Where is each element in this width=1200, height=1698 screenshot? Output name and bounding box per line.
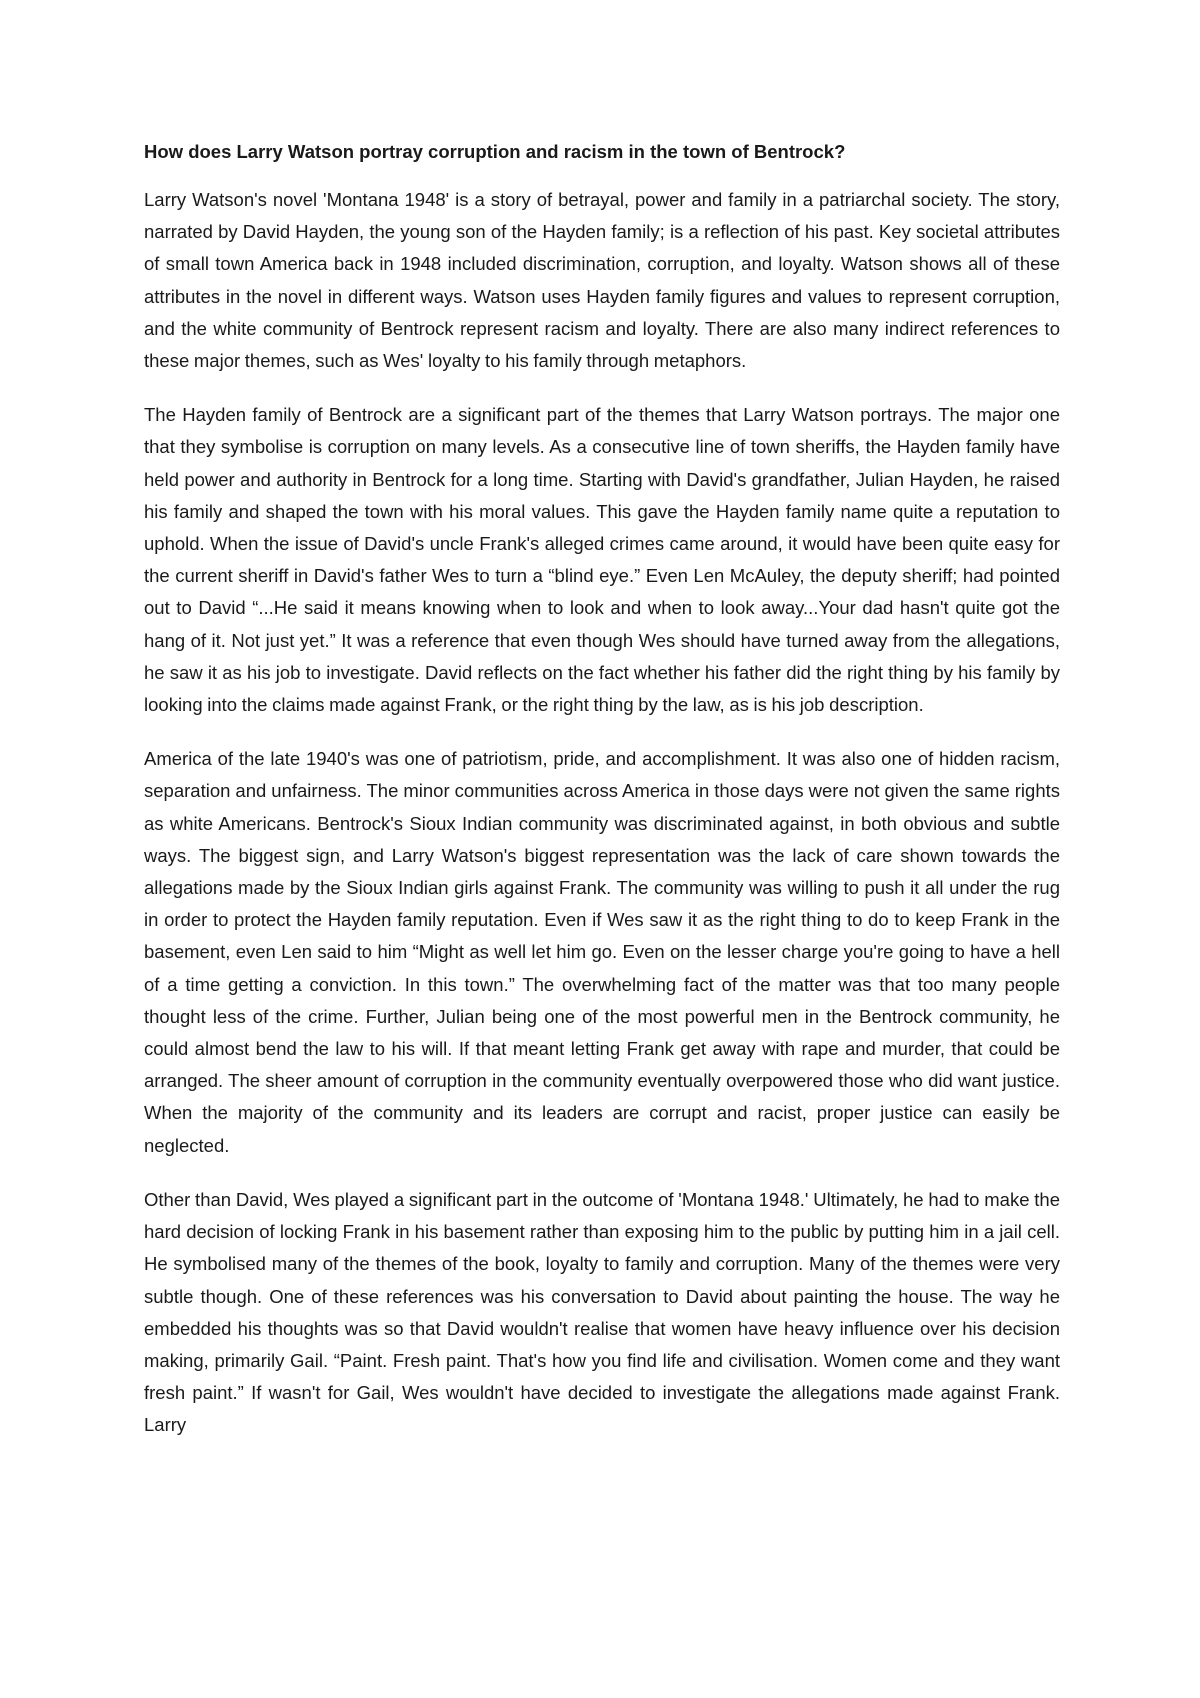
document-title: How does Larry Watson portray corruption and racism in the town of Bentrock? [144,141,846,162]
paragraph-wes: Other than David, Wes played a significant part in the outcome of 'Montana 1948.' Ultimately, he had to make the hard decision of locking Frank in his basement rather than exposing him to the public by putting him in a jail cell. He symbolised many of the themes of the book, loyalty to family and corruption. Many of the themes were very subtle though. One of these references was his conversation to David about painting the house. The way he embedded his thoughts was so that David wouldn't realise that women have heavy influence over his decision making, primarily Gail. “Paint. Fresh paint. That's how you find life and civilisation. Women come and they want fresh paint.” If wasn't for Gail, Wes wouldn't have decided to investigate the allegations made against Frank. Larry [144,1188,1060,1436]
paragraph-hayden-family: The Hayden family of Bentrock are a significant part of the themes that Larry Watson portrays. The major one that they symbolise is corruption on many levels. As a consecutive line of town sheriffs, the Hayden family have held power and authority in Bentrock for a long time. Starting with David's grandfather, Julian Hayden, he raised his family and shaped the town with his moral values. This gave the Hayden family name quite a reputation to uphold. When the issue of David's uncle Frank's alleged crimes came around, it would have been quite easy for the current sheriff in David's father Wes to turn a “blind eye.” Even Len McAuley, the deputy sheriff; had pointed out to David “...He said it means knowing when to look and when to look away...Your dad hasn't quite got the hang of it. Not just yet.” It was a reference that even though Wes should have turned away from the allegations, he saw it as his job to investigate. David reflects on the fact whether his father did the right thing by his family by looking into the claims made against Frank, or the right thing by the law, as is his job description. [144,404,1060,716]
paragraph-racism: America of the late 1940's was one of patriotism, pride, and accomplishment. It was also one of hidden racism, separation and unfairness. The minor communities across America in those days were not given the same rights as white Americans. Bentrock's Sioux Indian community was discriminated against, in both obvious and subtle ways. The biggest sign, and Larry Watson's biggest representation was the lack of care shown towards the allegations made by the Sioux Indian girls against Frank. The community was willing to push it all under the rug in order to protect the Hayden family reputation. Even if Wes saw it as the right thing to do to keep Frank in the basement, even Len said to him “Might as well let him go. Even on the lesser charge you're going to have a hell of a time getting a conviction. In this town.” The overwhelming fact of the matter was that too many people thought less of the crime. Further, Julian being one of the most powerful men in the Bentrock community, he could almost bend the law to his will. If that meant letting Frank get away with rape and murder, that could be arranged. The sheer amount of corruption in the community eventually overpowered those who did want justice. When the majority of the community and its leaders are corrupt and racist, proper justice can easily be neglected. [144,748,1060,1156]
paragraph-introduction: Larry Watson's novel 'Montana 1948' is a story of betrayal, power and family in a patriarchal society. The story, narrated by David Hayden, the young son of the Hayden family; is a reflection of his past. Key societal attributes of small town America back in 1948 included discrimination, corruption, and loyalty. Watson shows all of these attributes in the novel in different ways. Watson uses Hayden family figures and values to represent corruption, and the white community of Bentrock represent racism and loyalty. There are also many indirect references to these major themes, such as Wes' loyalty to his family through metaphors. [144,189,1060,372]
document-page [144,136,1060,1442]
